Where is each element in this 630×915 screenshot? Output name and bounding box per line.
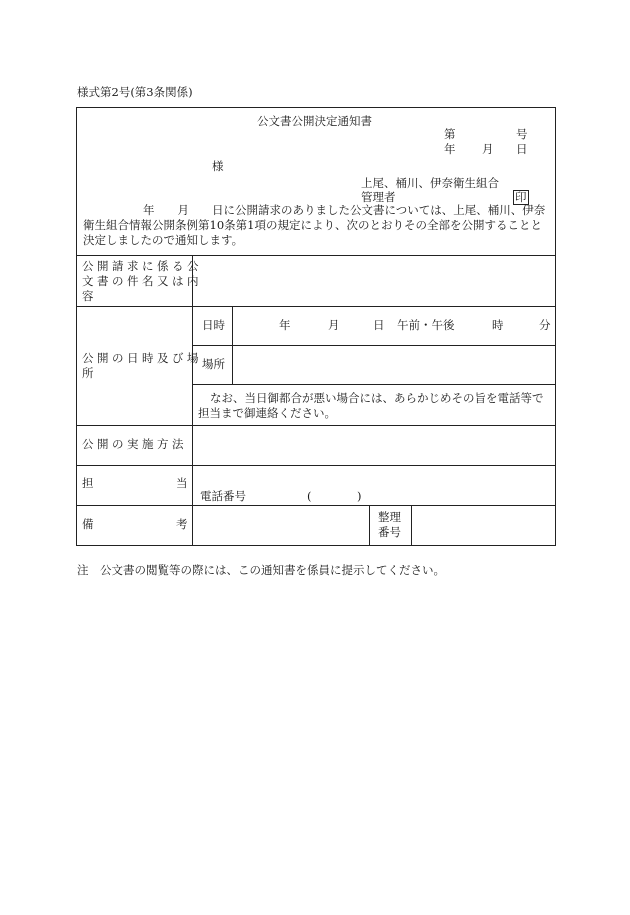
dt-day: 日: [373, 318, 385, 332]
place-label: 場所: [202, 357, 225, 371]
row-divider: [76, 306, 556, 307]
datetime-place-label: 公開の日時及び場 所: [82, 351, 202, 380]
subject-field[interactable]: [194, 257, 554, 304]
column-divider: [411, 505, 412, 546]
place-field[interactable]: [234, 347, 554, 383]
reference-number-field[interactable]: [413, 507, 554, 544]
phone-paren-open: (: [307, 489, 312, 503]
row-divider: [192, 384, 556, 385]
notice-frame: [76, 107, 556, 546]
subject-label: 公開請求に係る公 文書の件名又は内 容: [82, 259, 202, 303]
footnote: 注 公文書の閲覧等の際には、この通知書を係員に提示してください。: [77, 563, 445, 577]
dt-ampm: 午前・午後: [397, 318, 455, 332]
row-divider: [76, 425, 556, 426]
document-title: 公文書公開決定通知書: [257, 114, 372, 128]
body-line: 決定しましたので通知します。: [83, 233, 244, 247]
datetime-label: 日時: [202, 318, 225, 332]
contact-label-left: 担: [82, 476, 94, 490]
phone-paren-close: ): [357, 489, 362, 503]
issuer-role: 管理者: [361, 190, 396, 204]
seal-mark: 印: [515, 190, 527, 204]
phone-label: 電話番号: [200, 489, 246, 503]
contact-label-right: 当: [176, 476, 188, 490]
column-divider: [369, 505, 370, 546]
date-month: 月: [482, 142, 494, 156]
remarks-label-right: 考: [176, 517, 188, 531]
dt-hour: 時: [492, 318, 504, 332]
dt-month: 月: [328, 318, 340, 332]
remarks-field[interactable]: [194, 507, 367, 544]
row-divider: [76, 505, 556, 506]
addressee-honorific: 様: [212, 159, 224, 173]
number-dai: 第: [444, 127, 456, 141]
date-day: 日: [516, 142, 528, 156]
issuer-organization: 上尾、桶川、伊奈衛生組合: [361, 176, 499, 190]
notice-body: [83, 203, 555, 248]
row-divider: [76, 255, 556, 256]
method-label: 公開の実施方法: [82, 437, 187, 451]
reference-number-label: 整理 番号: [378, 510, 401, 539]
date-year: 年: [444, 142, 456, 156]
method-field[interactable]: [194, 427, 554, 463]
number-go: 号: [516, 127, 528, 141]
remarks-label-left: 備: [82, 517, 94, 531]
form-number-label: 様式第2号(第3条関係): [77, 85, 193, 99]
row-divider: [192, 345, 556, 346]
dt-minute: 分: [539, 318, 551, 332]
row-divider: [76, 465, 556, 466]
body-line: 衛生組合情報公開条例第10条第1項の規定により、次のとおりその全部を公開することと: [83, 218, 542, 232]
contact-note: なお、当日御都合が悪い場合には、あらかじめその旨を電話等で 担当まで御連絡ください。: [198, 391, 544, 420]
dt-year: 年: [279, 318, 291, 332]
body-line: 年 月 日に公開請求のありました公文書については、上尾、桶川、伊奈: [143, 203, 546, 217]
column-divider: [232, 306, 233, 384]
